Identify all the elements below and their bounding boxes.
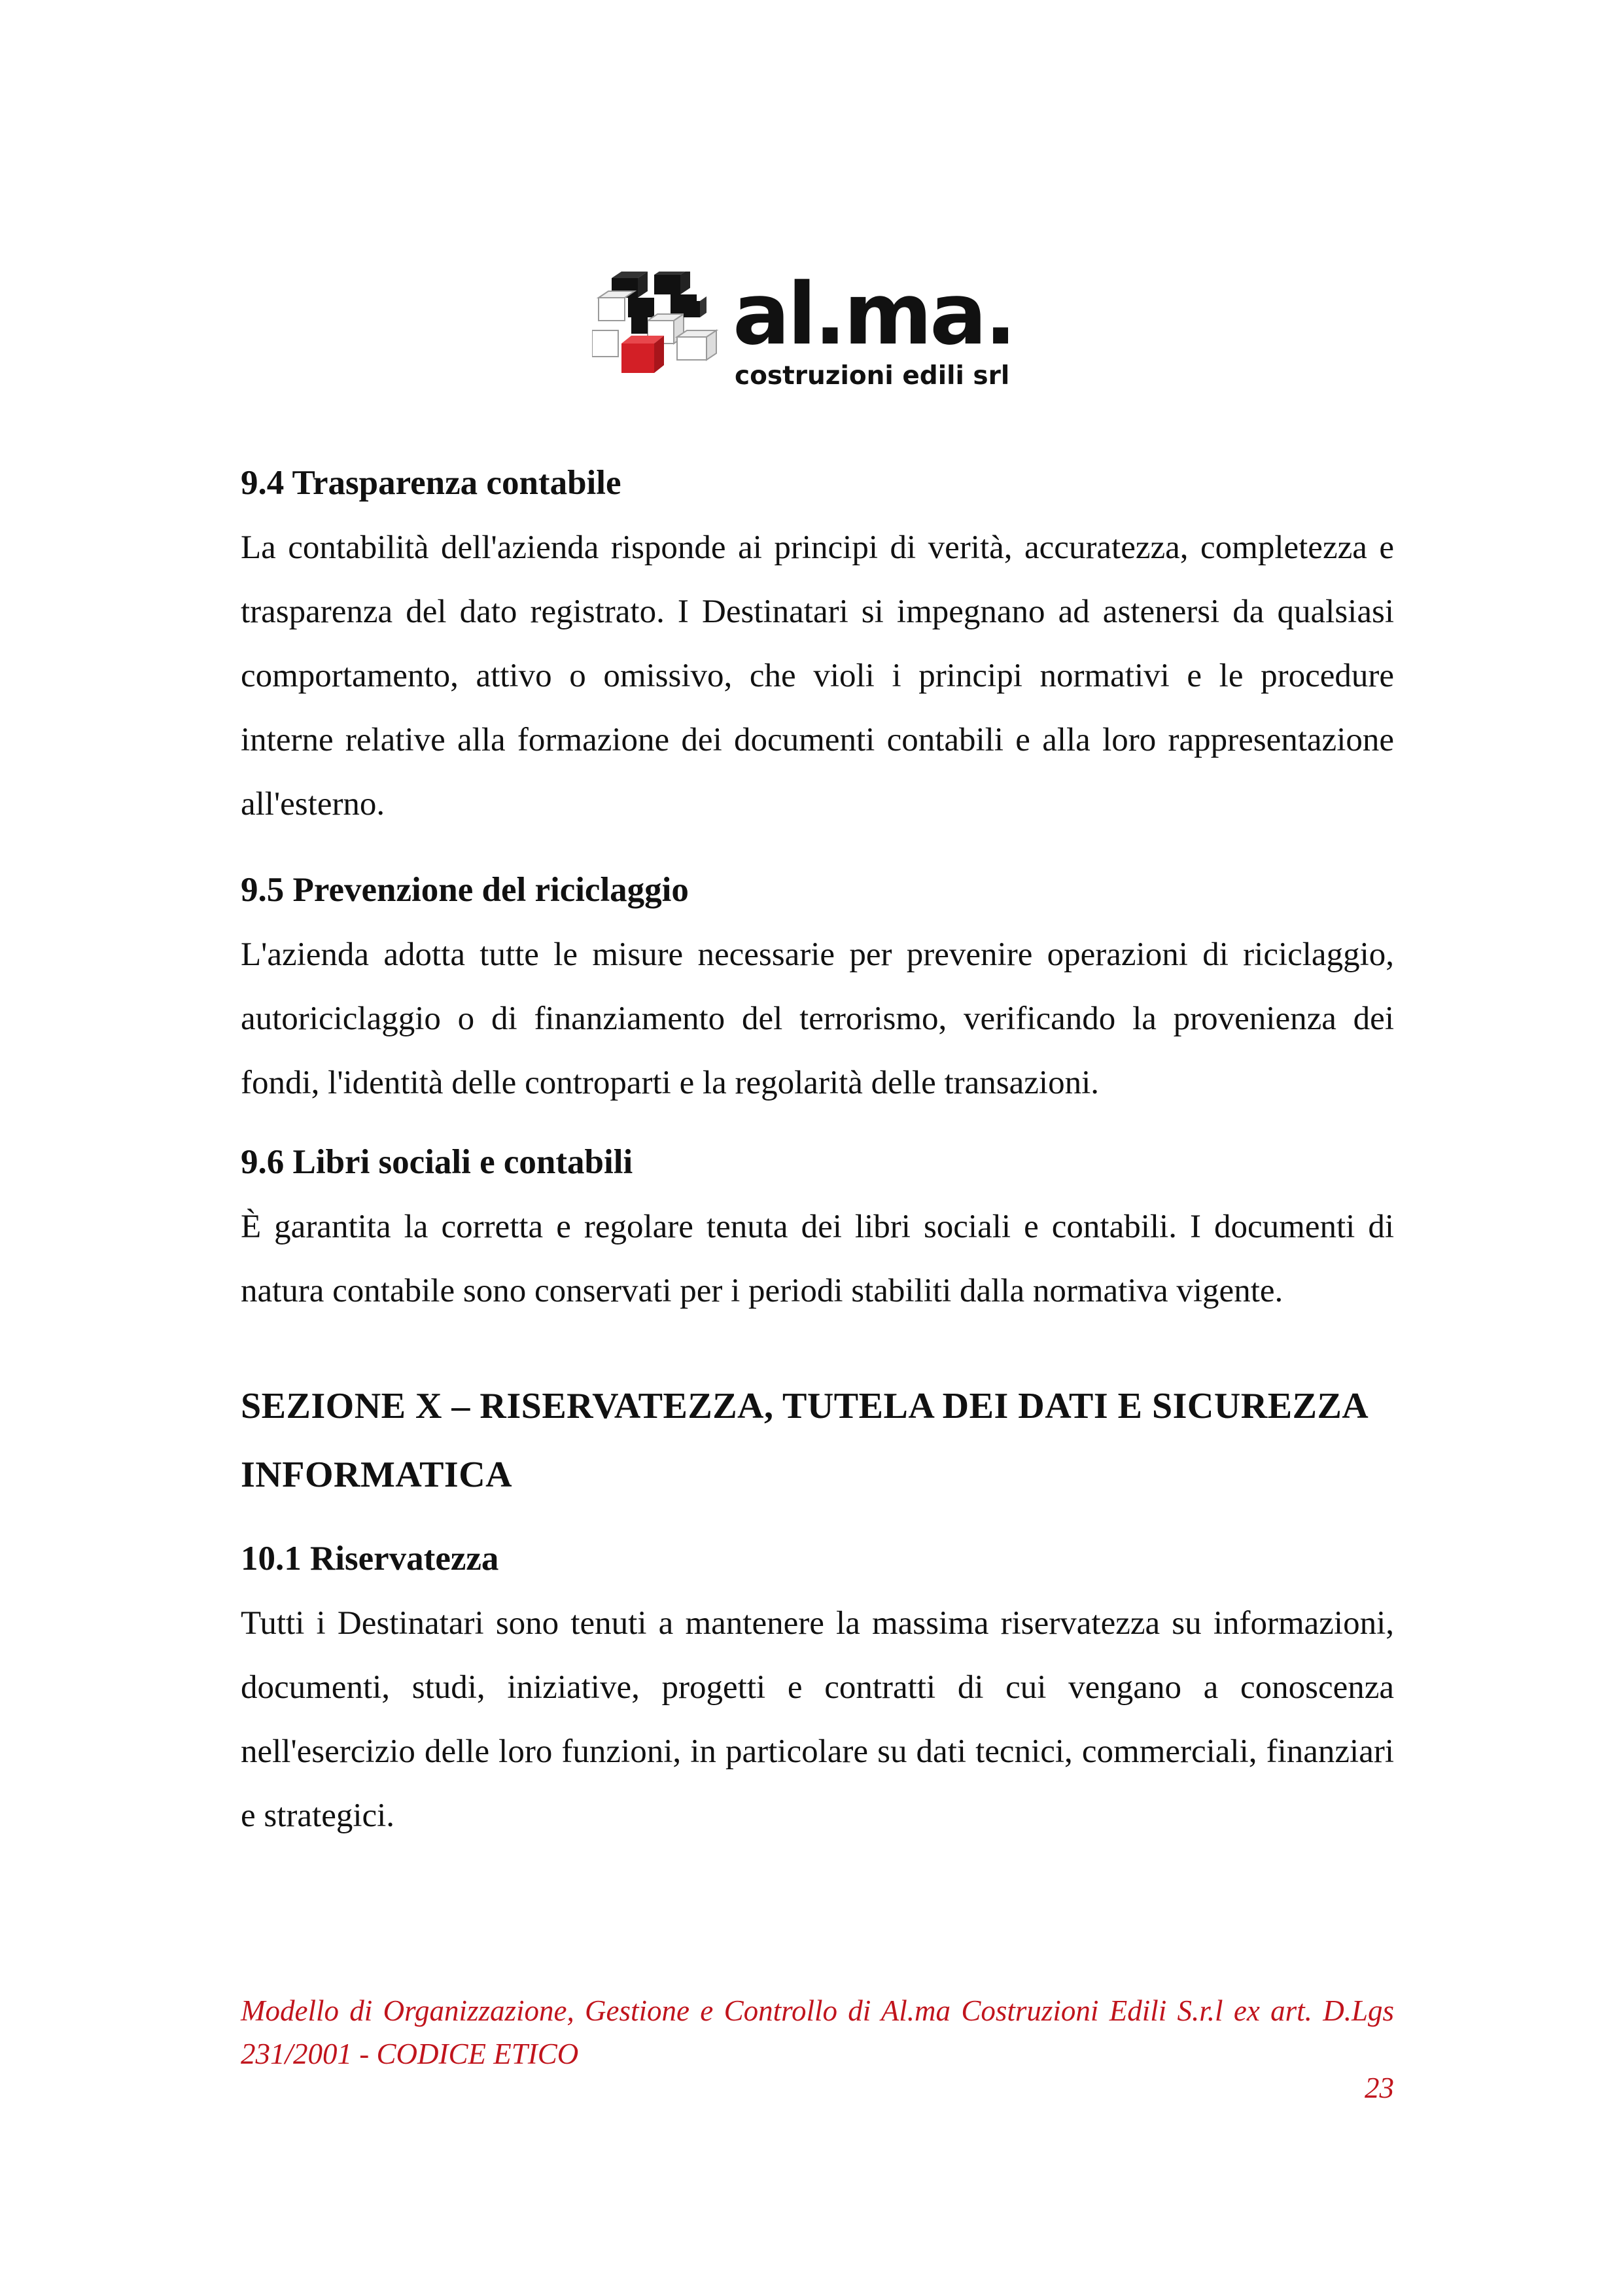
- section-paragraph: Tutti i Destinatari sono tenuti a mantenere la massima riservatezza su informazioni, documenti, studi, iniziative, progetti e contratti di cui vengano a conoscenza nell'esercizio delle loro funzioni, in particolare su dati tecnici, commerciali, finanziari e strategici.: [241, 1605, 1394, 1834]
- section-10-1: [241, 1526, 1394, 1848]
- section-paragraph: L'azienda adotta tutte le misure necessarie per prevenire operazioni di riciclaggio, autoriciclaggio o di finanziamento del terrorismo, verificando la provenienza dei fondi, l'identità delle controparti e la regolarità delle transazioni.: [241, 936, 1394, 1101]
- page-number: 23: [1365, 2072, 1394, 2104]
- section-heading: 9.5 Prevenzione del riciclaggio: [241, 871, 689, 909]
- page-footer: Modello di Organizzazione, Gestione e Controllo di Al.ma Costruzioni Edili S.r.l ex art. D.Lgs 231/2001 - CODICE ETICO: [241, 1994, 1394, 2070]
- section-heading: 9.4 Trasparenza contabile: [241, 464, 621, 502]
- section-paragraph: La contabilità dell'azienda risponde ai principi di verità, accuratezza, completezza e trasparenza del dato registrato. I Destinatari si impegnano ad astenersi da qualsiasi comportamento, attivo o omissivo, che violi i principi normativi e le procedure interne relative alla formazione dei documenti contabili e alla loro rappresentazione all'esterno.: [241, 529, 1394, 822]
- section-heading: 10.1 Riservatezza: [241, 1540, 499, 1578]
- section-9-5: [241, 857, 1394, 1115]
- section-9-6: [241, 1129, 1394, 1323]
- svg-text:al.ma.: al.ma.: [733, 272, 1015, 364]
- section-9-4: [241, 450, 1394, 836]
- section-heading: 9.6 Libri sociali e contabili: [241, 1143, 633, 1181]
- logo-cubes-icon: [592, 272, 716, 373]
- section-paragraph: È garantita la corretta e regolare tenuta dei libri sociali e contabili. I documenti di natura contabile sono conservati per i periodi stabiliti dalla normativa vigente.: [241, 1209, 1394, 1309]
- document-body: [241, 437, 1394, 1848]
- svg-text:costruzioni edili srl: costruzioni edili srl: [735, 361, 1010, 391]
- company-logo: [592, 272, 1043, 393]
- chapter-title: SEZIONE X – RISERVATEZZA, TUTELA DEI DATI E SICUREZZA INFORMATICA: [241, 1386, 1367, 1495]
